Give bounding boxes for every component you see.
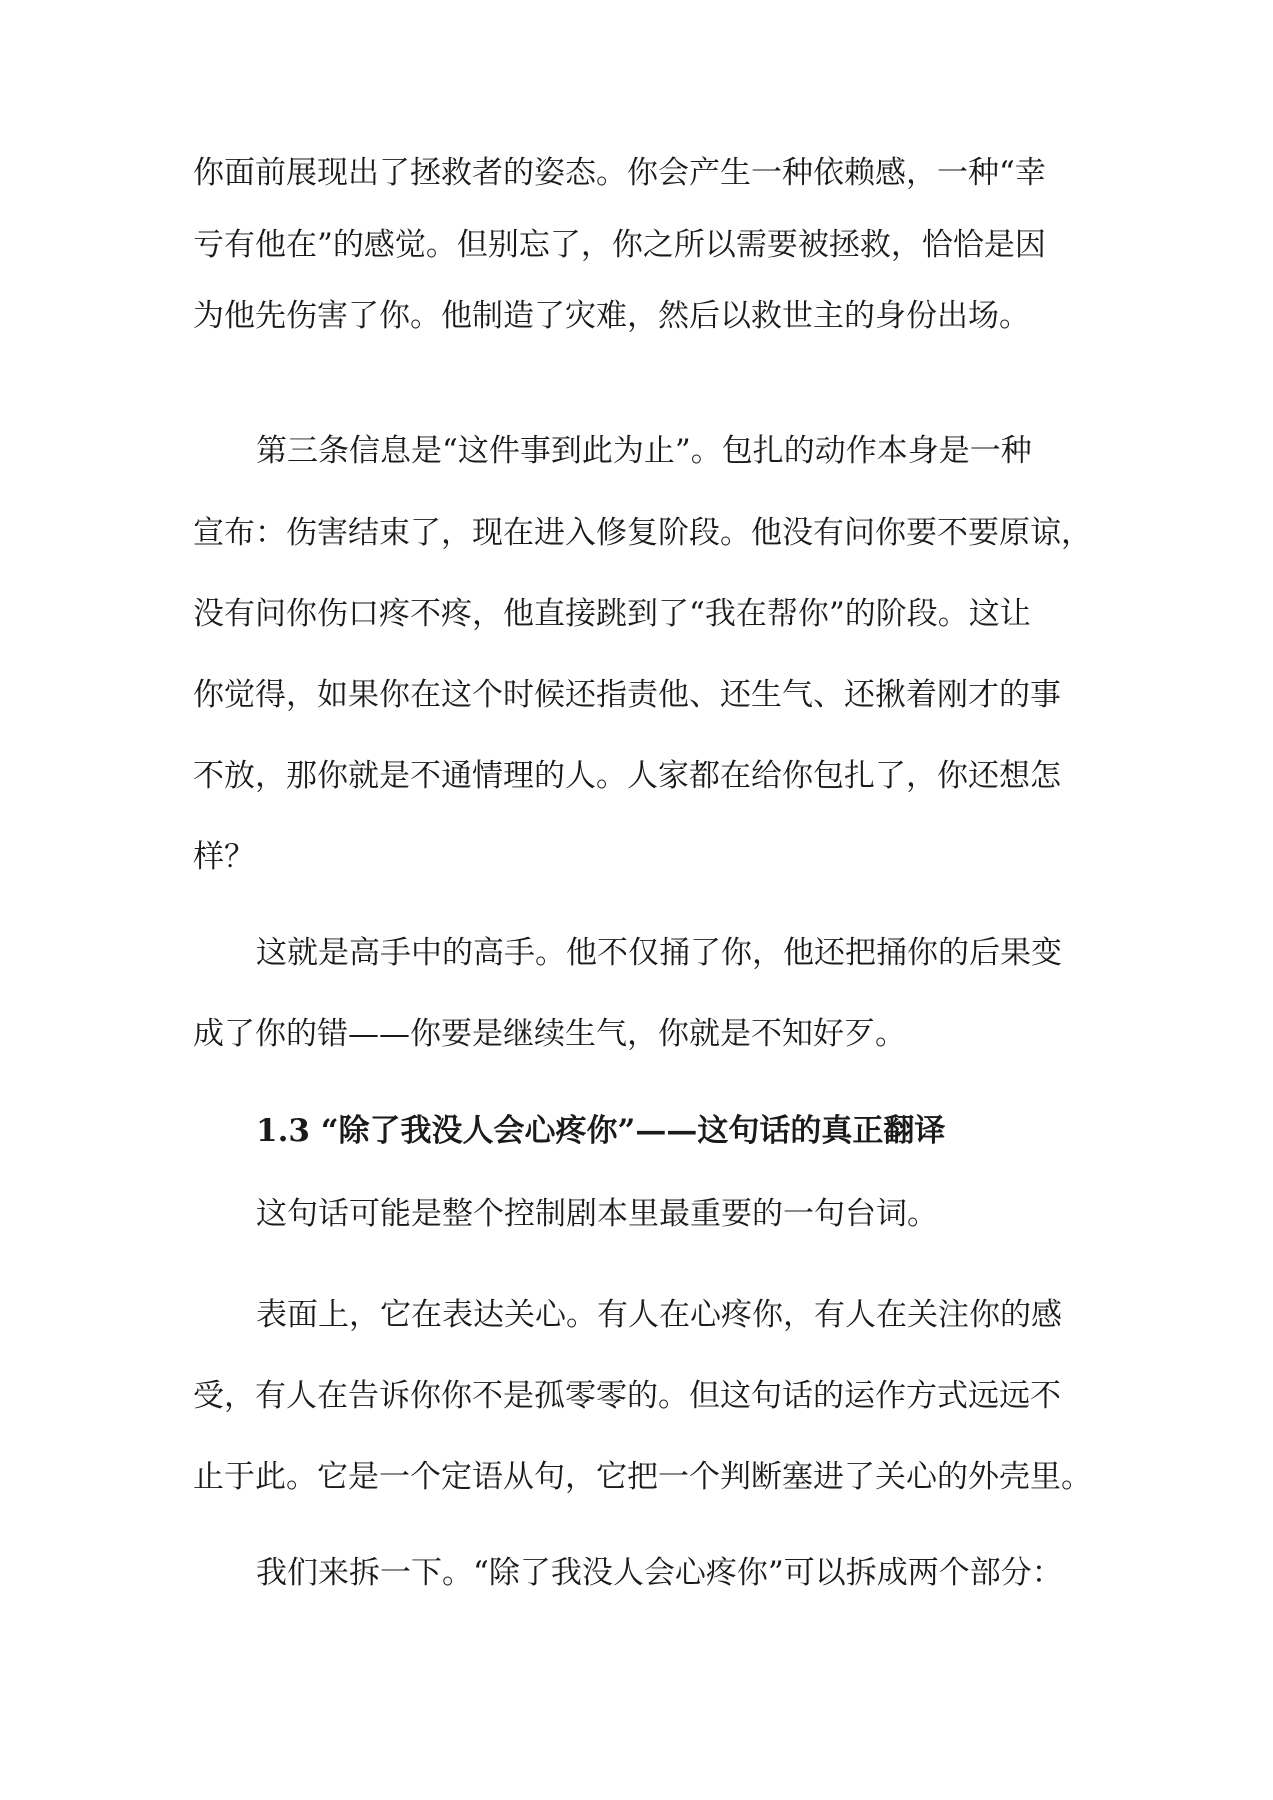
- text-line: 样？: [193, 839, 255, 875]
- text-line: 这句话可能是整个控制剧本里最重要的一句台词。: [256, 1196, 938, 1232]
- text-line: 为他先伤害了你。他制造了灾难，然后以救世主的身份出场。: [193, 298, 1030, 334]
- text-line: 没有问你伤口疼不疼，他直接跳到了“我在帮你”的阶段。这让: [193, 596, 1031, 632]
- text-line: 受，有人在告诉你你不是孤零零的。但这句话的运作方式远远不: [193, 1378, 1061, 1414]
- text-line: 止于此。它是一个定语从句，它把一个判断塞进了关心的外壳里。: [193, 1459, 1092, 1495]
- text-line: 这就是高手中的高手。他不仅捅了你，他还把捅你的后果变: [256, 935, 1062, 971]
- text-line: 你面前展现出了拯救者的姿态。你会产生一种依赖感，一种“幸: [193, 155, 1046, 191]
- text-line: 我们来拆一下。“除了我没人会心疼你”可以拆成两个部分：: [256, 1555, 1063, 1591]
- text-line: 不放，那你就是不通情理的人。人家都在给你包扎了，你还想怎: [193, 758, 1061, 794]
- text-line: 亏有他在”的感觉。但别忘了，你之所以需要被拯救，恰恰是因: [193, 227, 1046, 263]
- section-heading: 1.3 “除了我没人会心疼你”——这句话的真正翻译: [256, 1113, 946, 1149]
- text-line: 第三条信息是“这件事到此为止”。包扎的动作本身是一种: [256, 433, 1032, 469]
- text-line: 表面上，它在表达关心。有人在心疼你，有人在关注你的感: [256, 1297, 1062, 1333]
- text-line: 宣布：伤害结束了，现在进入修复阶段。他没有问你要不要原谅，: [193, 515, 1092, 551]
- text-line: 成了你的错——你要是继续生气，你就是不知好歹。: [193, 1016, 906, 1052]
- text-line: 你觉得，如果你在这个时候还指责他、还生气、还揪着刚才的事: [193, 677, 1061, 713]
